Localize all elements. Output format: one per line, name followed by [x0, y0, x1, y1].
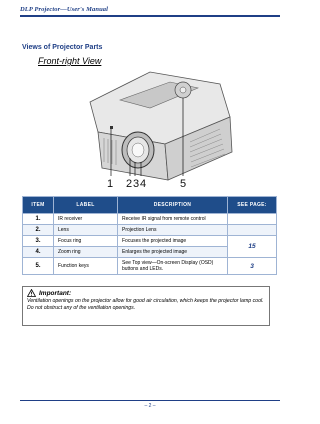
parts-table: [22, 196, 277, 275]
row-item: 2.: [23, 225, 54, 236]
callout-5: 5: [180, 178, 187, 190]
row-label: Zoom ring: [54, 247, 118, 258]
row-item: 5.: [23, 258, 54, 275]
warning-icon: [27, 289, 36, 297]
row-label: IR receiver: [54, 214, 118, 225]
note-text: Ventilation openings on the projector allow for good air circulation, which keeps the projector lamp cool. Do not obstruct any of the ventilation openings.: [27, 298, 264, 311]
table-row: [23, 225, 277, 236]
header-item: ITEM: [23, 197, 54, 214]
header-see-page: SEE PAGE:: [228, 197, 277, 214]
header-description: DESCRIPTION: [118, 197, 228, 214]
row-description: See Top view—On-screen Display (OSD) buttons and LEDs.: [118, 258, 228, 275]
row-page: [228, 214, 277, 225]
row-description: Projection Lens: [118, 225, 228, 236]
callout-3: 3: [133, 178, 140, 190]
table-row: [23, 236, 277, 247]
row-item: 3.: [23, 236, 54, 247]
projector-illustration: [80, 62, 235, 192]
row-item: 1.: [23, 214, 54, 225]
row-label: Function keys: [54, 258, 118, 275]
header-rule: [20, 15, 280, 17]
callout-2: 2: [126, 178, 133, 190]
note-heading: [27, 289, 265, 297]
section-subtitle: Front-right View: [38, 56, 102, 66]
row-description: Receive IR signal from remote control: [118, 214, 228, 225]
table-header-row: [23, 197, 277, 214]
row-description: Enlarges the projected image: [118, 247, 228, 258]
header-label: LABEL: [54, 197, 118, 214]
running-header: DLP Projector—User's Manual: [20, 6, 109, 13]
callout-1: 1: [107, 178, 114, 190]
table-row: [23, 214, 277, 225]
row-page-link[interactable]: 15: [228, 236, 277, 258]
note-title: Important:: [39, 289, 72, 297]
row-page-link[interactable]: 3: [228, 258, 277, 275]
row-page: [228, 225, 277, 236]
table-row: [23, 258, 277, 275]
ir-receiver: [110, 126, 113, 129]
important-note: [22, 286, 270, 326]
footer-rule: [20, 400, 280, 401]
section-title: Views of Projector Parts: [22, 44, 103, 51]
row-label: Focus ring: [54, 236, 118, 247]
row-description: Focuses the projected image: [118, 236, 228, 247]
callout-4: 4: [140, 178, 147, 190]
row-item: 4.: [23, 247, 54, 258]
row-label: Lens: [54, 225, 118, 236]
page-number: – 2 –: [144, 403, 156, 409]
